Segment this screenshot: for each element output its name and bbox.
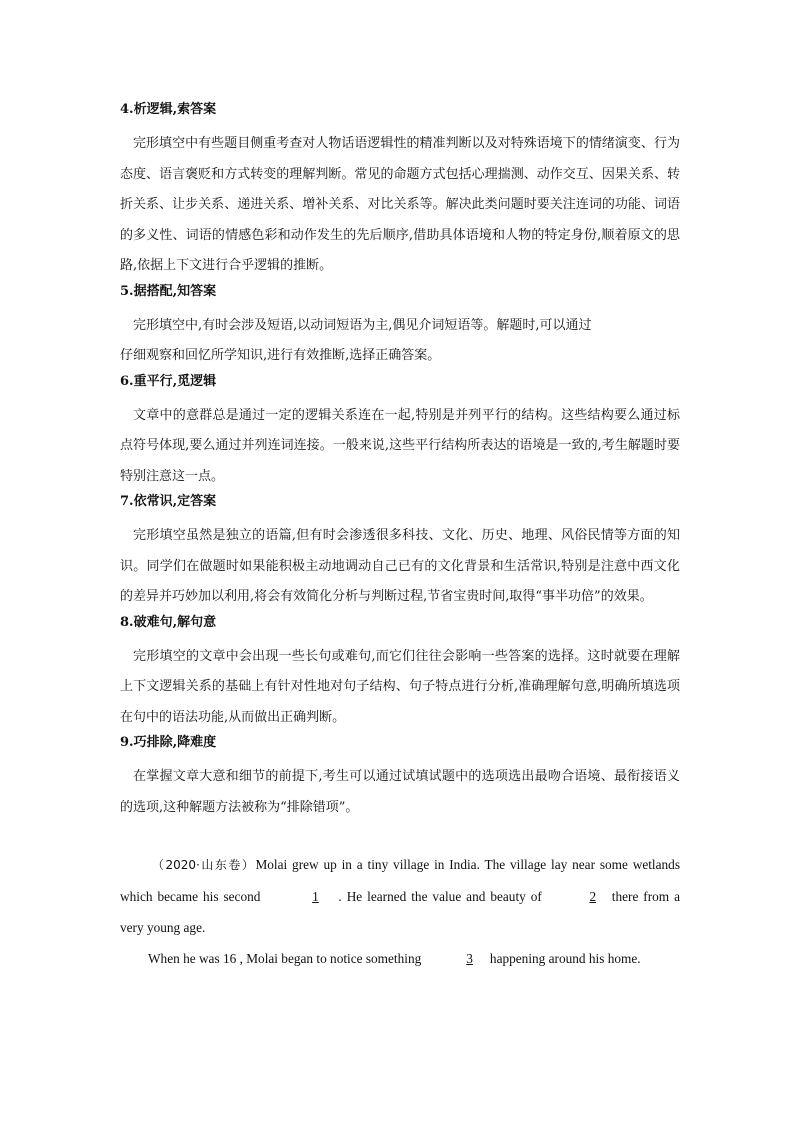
- blank-1: [260, 881, 338, 912]
- section-4: [120, 100, 680, 282]
- passage-text: . He learned the value and beauty of: [338, 889, 542, 904]
- section-heading: 9.巧排除,降难度: [120, 735, 217, 750]
- blank-number: 3: [466, 951, 473, 966]
- blank-number: 1: [312, 889, 319, 904]
- section-heading: 8.破难句,解句意: [120, 614, 217, 630]
- spacer: [120, 823, 680, 849]
- section-5: [120, 282, 680, 372]
- section-heading: 5.据搭配,知答案: [120, 283, 217, 299]
- section-paragraph: 仔细观察和回忆所学知识,进行有效推断,选择正确答案。: [120, 348, 441, 363]
- section-7: [120, 492, 680, 613]
- section-heading: 4.析逻辑,索答案: [120, 102, 217, 117]
- passage-text: When he was 16 , Molai began to notice something: [148, 951, 422, 966]
- passage-text: there from a very young age.: [120, 889, 681, 935]
- document-page: [120, 100, 680, 974]
- section-paragraph: 在掌握文章大意和细节的前提下,考生可以通过试填试题中的选项选出最吻合语境、最衔接语义的选项,这种解题方法被称为“排除错项”。: [120, 769, 680, 815]
- section-9: [120, 733, 680, 823]
- section-6: [120, 372, 680, 493]
- blank-2: [547, 881, 607, 912]
- section-8: [120, 613, 680, 734]
- cloze-passage: [120, 849, 680, 974]
- passage-text: Molai grew up in a tiny village in India. The village lay near some wetlands which became his second: [120, 857, 681, 904]
- section-heading: 7.依常识,定答案: [120, 494, 217, 509]
- section-paragraph: 完形填空虽然是独立的语篇,但有时会渗透很多科技、文化、历史、地理、风俗民情等方面的知识。同学们在做题时如果能积极主动地调动自己已有的文化背景和生活常识,特别是注意中西文化的差异并巧妙加以利用,将会有效简化分析与判断过程,节省宝贵时间,取得“事半功倍”的效果。: [120, 528, 680, 604]
- passage-paragraph: [120, 943, 680, 974]
- section-paragraph: 完形填空的文章中会出现一些长句或难句,而它们往往会影响一些答案的选择。这时就要在理解上下文逻辑关系的基础上有针对性地对句子结构、句子特点进行分析,准确理解句意,明确所填选项在句中的语法功能,从而做出正确判断。: [120, 648, 680, 725]
- section-paragraph: 完形填空中有些题目侧重考查对人物话语逻辑性的精准判断以及对特殊语境下的情绪演变、行为态度、语言褒贬和方式转变的理解判断。常见的命题方式包括心理揣测、动作交互、因果关系、转折关系、让步关系、递进关系、增补关系、对比关系等。解决此类问题时要关注连词的功能、词语的多义性、词语的情感色彩和动作发生的先后顺序,借助具体语境和人物的特定身份,顺着原文的思路,依据上下文进行合乎逻辑的推断。: [120, 136, 680, 273]
- section-heading: 6.重平行,觅逻辑: [120, 373, 217, 389]
- blank-3: [425, 943, 487, 974]
- passage-text: happening around his home.: [489, 951, 641, 966]
- passage-paragraph: [120, 849, 680, 943]
- passage-source: （2020·山东卷）: [152, 858, 256, 872]
- section-paragraph: 完形填空中,有时会涉及短语,以动词短语为主,偶见介词短语等。解题时,可以通过: [133, 317, 592, 333]
- blank-number: 2: [589, 889, 597, 904]
- section-paragraph: 文章中的意群总是通过一定的逻辑关系连在一起,特别是并列平行的结构。这些结构要么通过标点符号体现,要么通过并列连词连接。一般来说,这些平行结构所表达的语境是一致的,考生解题时要特别注意这一点。: [120, 407, 680, 484]
